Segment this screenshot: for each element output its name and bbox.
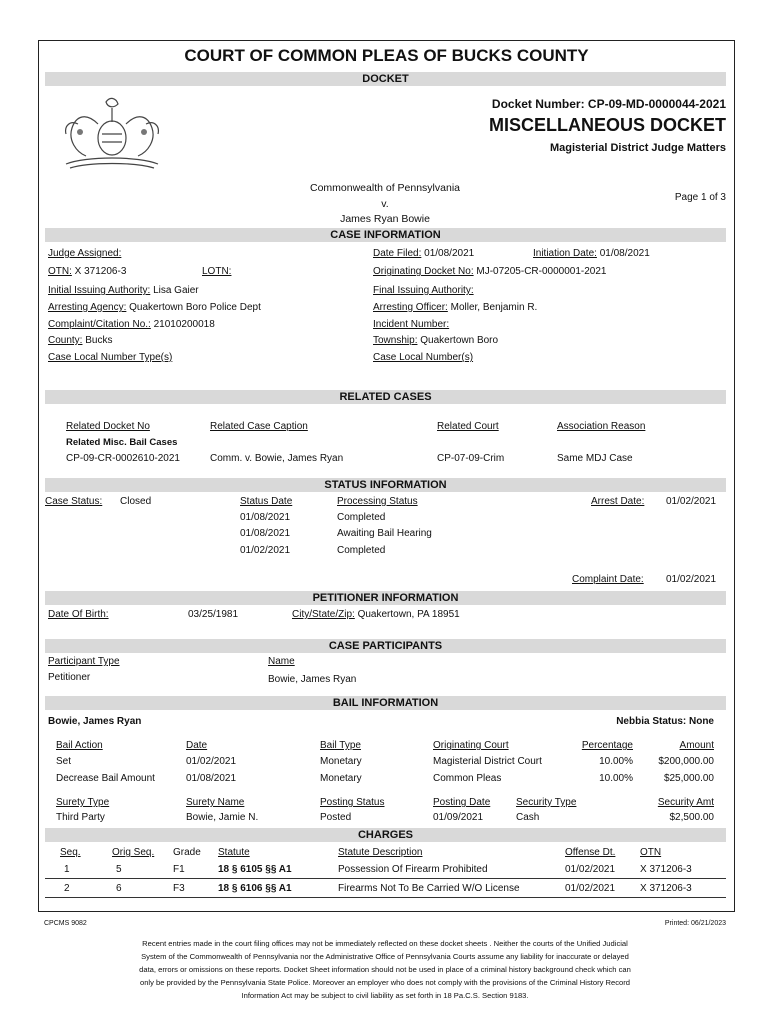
charge-orig-seq-header: Orig Seq.	[112, 847, 155, 858]
status-row-date: 01/02/2021	[240, 545, 291, 556]
case-status-label: Case Status:	[45, 496, 103, 507]
related-cases-header: RELATED CASES	[45, 390, 726, 404]
caption-line1: Commonwealth of Pennsylvania	[310, 182, 460, 194]
charge-otn-header: OTN	[640, 847, 662, 858]
participant-name-header: Name	[268, 656, 295, 667]
bail-action-value: Set	[56, 756, 72, 767]
charges-header: CHARGES	[45, 828, 726, 842]
surety-name-value: Bowie, Jamie N.	[186, 812, 259, 823]
originating-court-value: Magisterial District Court	[433, 756, 542, 767]
docket-subtype: Magisterial District Judge Matters	[549, 142, 726, 154]
otn-row	[48, 266, 126, 277]
bail-type-header: Bail Type	[320, 740, 361, 751]
bail-type-value: Monetary	[320, 773, 362, 784]
docket-label: DOCKET	[45, 72, 726, 86]
local-number-label: Case Local Number(s)	[373, 352, 474, 363]
charge-grade-header: Grade	[173, 847, 201, 858]
complaint-value: 21010200018	[153, 319, 215, 330]
charge-seq-value: 2	[64, 883, 70, 894]
nebbia-status: Nebbia Status: None	[616, 716, 714, 727]
status-row-status: Completed	[337, 512, 386, 523]
percentage-value: 10.00%	[599, 756, 633, 767]
charge-grade-value: F3	[173, 883, 185, 894]
disclaimer-line: data, errors or omissions on these reports. Docket Sheet information should not be used in place of a criminal history background check which can	[139, 965, 631, 974]
status-date-header: Status Date	[240, 496, 293, 507]
disclaimer-line: only be provided by the Pennsylvania State Police. Moreover an employer who does not comply with the provisions of the Criminal History Record	[139, 978, 631, 987]
surety-type-header: Surety Type	[56, 797, 110, 808]
amount-header: Amount	[679, 740, 714, 751]
state-seal-logo	[56, 94, 168, 172]
charge-divider	[45, 897, 726, 898]
township-label: Township:	[373, 335, 418, 346]
caption-line3: James Ryan Bowie	[340, 213, 430, 225]
charge-description-value: Firearms Not To Be Carried W/O License	[338, 883, 520, 894]
charge-offense-date-value: 01/02/2021	[565, 864, 616, 875]
county-row	[48, 335, 112, 346]
posting-date-value: 01/09/2021	[433, 812, 484, 823]
association-reason-header: Association Reason	[557, 421, 646, 432]
percentage-value: 10.00%	[599, 773, 633, 784]
initial-authority-label: Initial Issuing Authority:	[48, 285, 151, 296]
charge-statute-value: 18 § 6106 §§ A1	[218, 883, 292, 894]
lotn-label: LOTN:	[202, 266, 232, 277]
incident-number-label: Incident Number:	[373, 319, 450, 330]
form-id: CPCMS 9082	[44, 920, 87, 927]
charge-description-header: Statute Description	[338, 847, 423, 858]
arrest-date-value: 01/02/2021	[666, 496, 717, 507]
related-docket-value: CP-09-CR-0002610-2021	[66, 453, 180, 464]
status-information-header: STATUS INFORMATION	[45, 478, 726, 492]
surety-name-header: Surety Name	[186, 797, 245, 808]
date-filed-label: Date Filed:	[373, 248, 422, 259]
charge-orig-seq-value: 5	[116, 864, 122, 875]
case-participants-header: CASE PARTICIPANTS	[45, 639, 726, 653]
disclaimer-line: System of the Commonwealth of Pennsylvania nor the Administrative Office of Pennsylvania Courts assume any liability for inaccurate or delayed	[141, 952, 629, 961]
bail-date-value: 01/08/2021	[186, 773, 237, 784]
participant-name-value: Bowie, James Ryan	[268, 674, 357, 685]
disclaimer-line: Information Act may be subject to civil liability as set forth in 18 Pa.C.S. Section 9183.	[241, 991, 529, 1000]
bail-defendant-name: Bowie, James Ryan	[48, 716, 142, 727]
initiation-date-row	[533, 248, 650, 259]
county-value: Bucks	[85, 335, 113, 346]
related-caption-header: Related Case Caption	[210, 421, 308, 432]
originating-court-header: Originating Court	[433, 740, 509, 751]
initial-authority-row	[48, 285, 199, 296]
date-filed-value: 01/08/2021	[424, 248, 475, 259]
amount-value: $200,000.00	[658, 756, 714, 767]
judge-assigned-label: Judge Assigned:	[48, 248, 122, 259]
related-court-header: Related Court	[437, 421, 499, 432]
related-docket-header: Related Docket No	[66, 421, 150, 432]
originating-docket-label: Originating Docket No:	[373, 266, 474, 277]
charge-otn-value: X 371206-3	[640, 864, 692, 875]
arresting-agency-label: Arresting Agency:	[48, 302, 127, 313]
page-info: Page 1 of 3	[674, 192, 726, 203]
petitioner-information-header: PETITIONER INFORMATION	[45, 591, 726, 605]
amount-value: $25,000.00	[663, 773, 714, 784]
status-row-status: Awaiting Bail Hearing	[337, 528, 432, 539]
dob-label: Date Of Birth:	[48, 609, 109, 620]
complaint-date-value: 01/02/2021	[666, 574, 717, 585]
related-caption-value: Comm. v. Bowie, James Ryan	[210, 453, 344, 464]
city-state-zip-value: Quakertown, PA 18951	[357, 609, 460, 620]
charge-statute-value: 18 § 6105 §§ A1	[218, 864, 292, 875]
court-title: COURT OF COMMON PLEAS OF BUCKS COUNTY	[184, 46, 589, 65]
bail-action-header: Bail Action	[56, 740, 103, 751]
security-type-value: Cash	[516, 812, 540, 823]
case-status-value: Closed	[120, 496, 152, 507]
charge-otn-value: X 371206-3	[640, 883, 692, 894]
bail-date-header: Date	[186, 740, 208, 751]
security-amount-value: $2,500.00	[669, 812, 714, 823]
related-court-value: CP-07-09-Crim	[437, 453, 505, 464]
township-value: Quakertown Boro	[420, 335, 499, 346]
charge-seq-value: 1	[64, 864, 70, 875]
posting-date-header: Posting Date	[433, 797, 491, 808]
percentage-header: Percentage	[581, 740, 633, 751]
printed-date: Printed: 06/21/2023	[664, 920, 726, 927]
city-state-zip-label: City/State/Zip:	[292, 609, 355, 620]
charge-orig-seq-value: 6	[116, 883, 122, 894]
disclaimer	[60, 937, 710, 1002]
association-reason-value: Same MDJ Case	[557, 453, 633, 464]
status-row-date: 01/08/2021	[240, 528, 291, 539]
arresting-officer-row	[373, 302, 537, 313]
security-amount-header: Security Amt	[657, 797, 714, 808]
arresting-agency-row	[48, 302, 261, 313]
initial-authority-value: Lisa Gaier	[153, 285, 199, 296]
date-filed-row	[373, 248, 474, 259]
bail-information-header: BAIL INFORMATION	[45, 696, 726, 710]
bail-date-value: 01/02/2021	[186, 756, 237, 767]
disclaimer-line: Recent entries made in the court filing offices may not be immediately reflected on these docket sheets . Neither the courts of the Unified Judicial	[142, 939, 628, 948]
local-number-type-label: Case Local Number Type(s)	[48, 352, 173, 363]
surety-type-value: Third Party	[56, 812, 105, 823]
related-group-label: Related Misc. Bail Cases	[66, 437, 178, 448]
participant-type-value: Petitioner	[48, 672, 91, 683]
posting-status-value: Posted	[320, 812, 352, 823]
charge-offense-date-header: Offense Dt.	[565, 847, 616, 858]
charge-grade-value: F1	[173, 864, 185, 875]
arresting-officer-label: Arresting Officer:	[373, 302, 448, 313]
participant-type-header: Participant Type	[48, 656, 120, 667]
otn-label: OTN:	[48, 266, 72, 277]
bail-type-value: Monetary	[320, 756, 362, 767]
complaint-row	[48, 319, 215, 330]
security-type-header: Security Type	[516, 797, 577, 808]
case-information-header: CASE INFORMATION	[45, 228, 726, 242]
charge-seq-header: Seq.	[60, 847, 81, 858]
complaint-label: Complaint/Citation No.:	[48, 319, 151, 330]
charge-description-value: Possession Of Firearm Prohibited	[338, 864, 488, 875]
initiation-date-label: Initiation Date:	[533, 248, 597, 259]
bail-action-value: Decrease Bail Amount	[56, 773, 155, 784]
originating-docket-row	[373, 266, 606, 277]
initiation-date-value: 01/08/2021	[599, 248, 650, 259]
charge-divider	[45, 878, 726, 879]
caption-line2: v.	[381, 198, 389, 210]
arresting-agency-value: Quakertown Boro Police Dept	[129, 302, 261, 313]
charge-statute-header: Statute	[218, 847, 250, 858]
complaint-date-label: Complaint Date:	[572, 574, 644, 585]
originating-court-value: Common Pleas	[433, 773, 502, 784]
charge-offense-date-value: 01/02/2021	[565, 883, 616, 894]
final-authority-label: Final Issuing Authority:	[373, 285, 474, 296]
status-row-status: Completed	[337, 545, 386, 556]
docket-type: MISCELLANEOUS DOCKET	[488, 115, 726, 135]
processing-status-header: Processing Status	[337, 496, 418, 507]
otn-value: X 371206-3	[74, 266, 127, 277]
posting-status-header: Posting Status	[320, 797, 385, 808]
status-row-date: 01/08/2021	[240, 512, 291, 523]
city-state-zip-row	[292, 609, 460, 620]
township-row	[373, 335, 498, 346]
arresting-officer-value: Moller, Benjamin R.	[450, 302, 538, 313]
dob-value: 03/25/1981	[188, 609, 239, 620]
county-label: County:	[48, 335, 83, 346]
originating-docket-value: MJ-07205-CR-0000001-2021	[476, 266, 607, 277]
docket-number: Docket Number: CP-09-MD-0000044-2021	[491, 97, 726, 111]
arrest-date-label: Arrest Date:	[591, 496, 645, 507]
